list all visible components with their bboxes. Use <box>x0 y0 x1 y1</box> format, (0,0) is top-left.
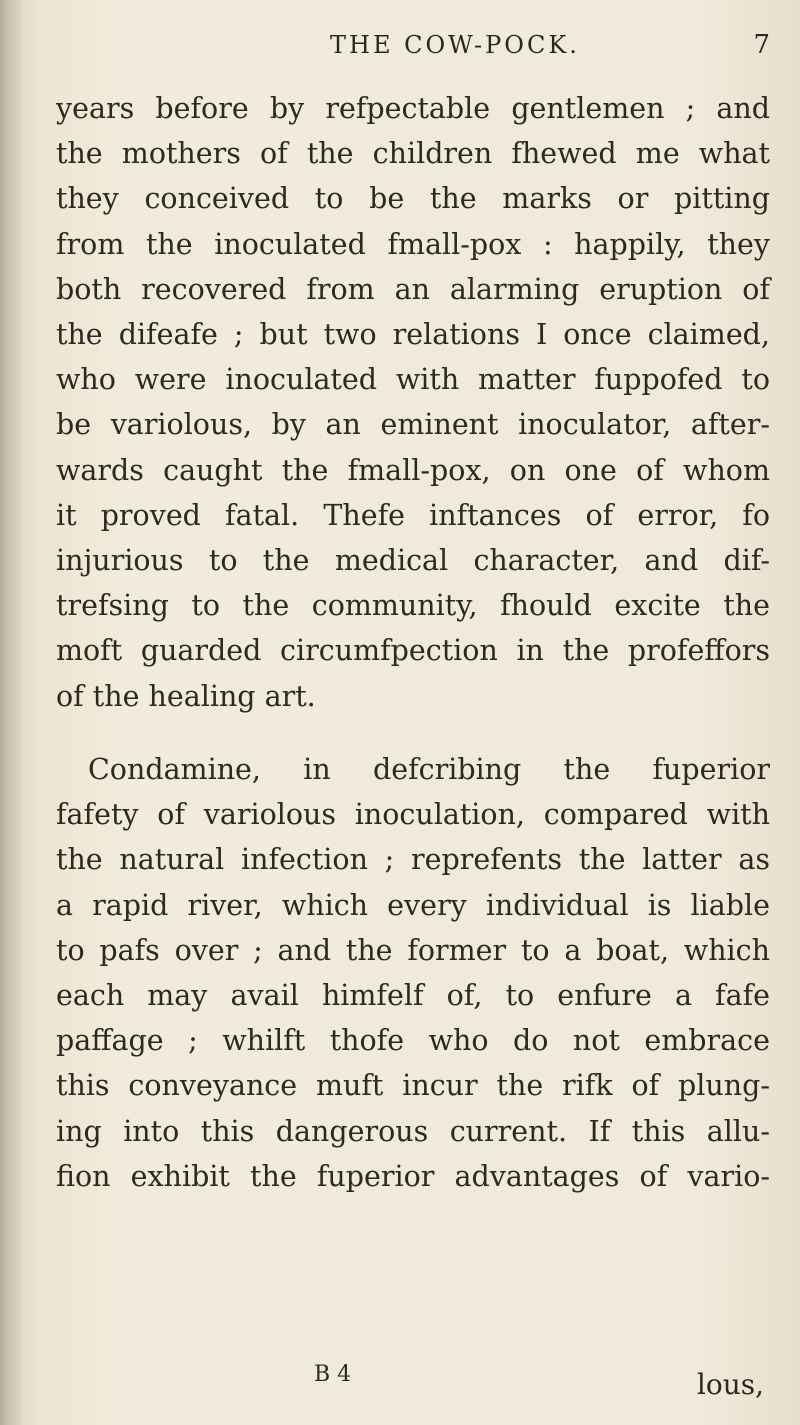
text-line: the natural infection ; reprefents the latter as <box>56 843 770 877</box>
text-line: fafety of variolous inoculation, compared with <box>56 798 770 832</box>
text-line: Condamine, in defcribing the fuperior <box>88 753 770 786</box>
text-line: each may avail himfelf of, to enfure a fafe <box>56 979 770 1013</box>
text-line: the difeafe ; but two relations I once claimed, <box>56 318 770 352</box>
text-line: a rapid river, which every individual is liable <box>56 888 770 922</box>
page-header <box>330 30 770 60</box>
text-line: to pafs over ; and the former to a boat, which <box>56 933 770 967</box>
text-line: from the inoculated fmall-pox : happily, they <box>56 227 770 261</box>
paragraph-2 <box>56 747 770 1199</box>
text-line: years before by refpectable gentlemen ; and <box>56 92 770 125</box>
text-line: trefsing to the community, fhould excite the <box>56 589 770 623</box>
page-number: 7 <box>753 30 770 60</box>
text-line: moft guarded circumfpection in the profeffors <box>56 634 770 668</box>
text-line: paffage ; whilft thofe who do not embrace <box>56 1024 770 1058</box>
text-line: both recovered from an alarming eruption of <box>56 272 770 306</box>
text-line: injurious to the medical character, and dif- <box>56 544 770 578</box>
text-line: who were inoculated with matter fuppofed to <box>56 363 770 397</box>
text-line: of the healing art. <box>56 679 316 713</box>
running-head: THE COW-POCK. <box>330 31 580 59</box>
text-line: be variolous, by an eminent inoculator, after- <box>56 408 770 442</box>
text-line: it proved fatal. Thefe inftances of error, fo <box>56 498 770 532</box>
page-footer <box>56 1362 770 1402</box>
text-line: this conveyance muft incur the rifk of plung- <box>56 1069 770 1103</box>
catchword: lous, <box>696 1368 764 1401</box>
text-line: the mothers of the children fhewed me what <box>56 137 770 171</box>
paragraph-1 <box>56 86 770 719</box>
page-gutter-shadow <box>0 0 22 1425</box>
signature-mark: B 4 <box>314 1362 352 1387</box>
text-line: fion exhibit the fuperior advantages of vario- <box>56 1159 770 1193</box>
text-line: ing into this dangerous current. If this allu- <box>56 1114 770 1148</box>
text-line: they conceived to be the marks or pitting <box>56 182 770 216</box>
text-line: wards caught the fmall-pox, on one of whom <box>56 453 770 487</box>
